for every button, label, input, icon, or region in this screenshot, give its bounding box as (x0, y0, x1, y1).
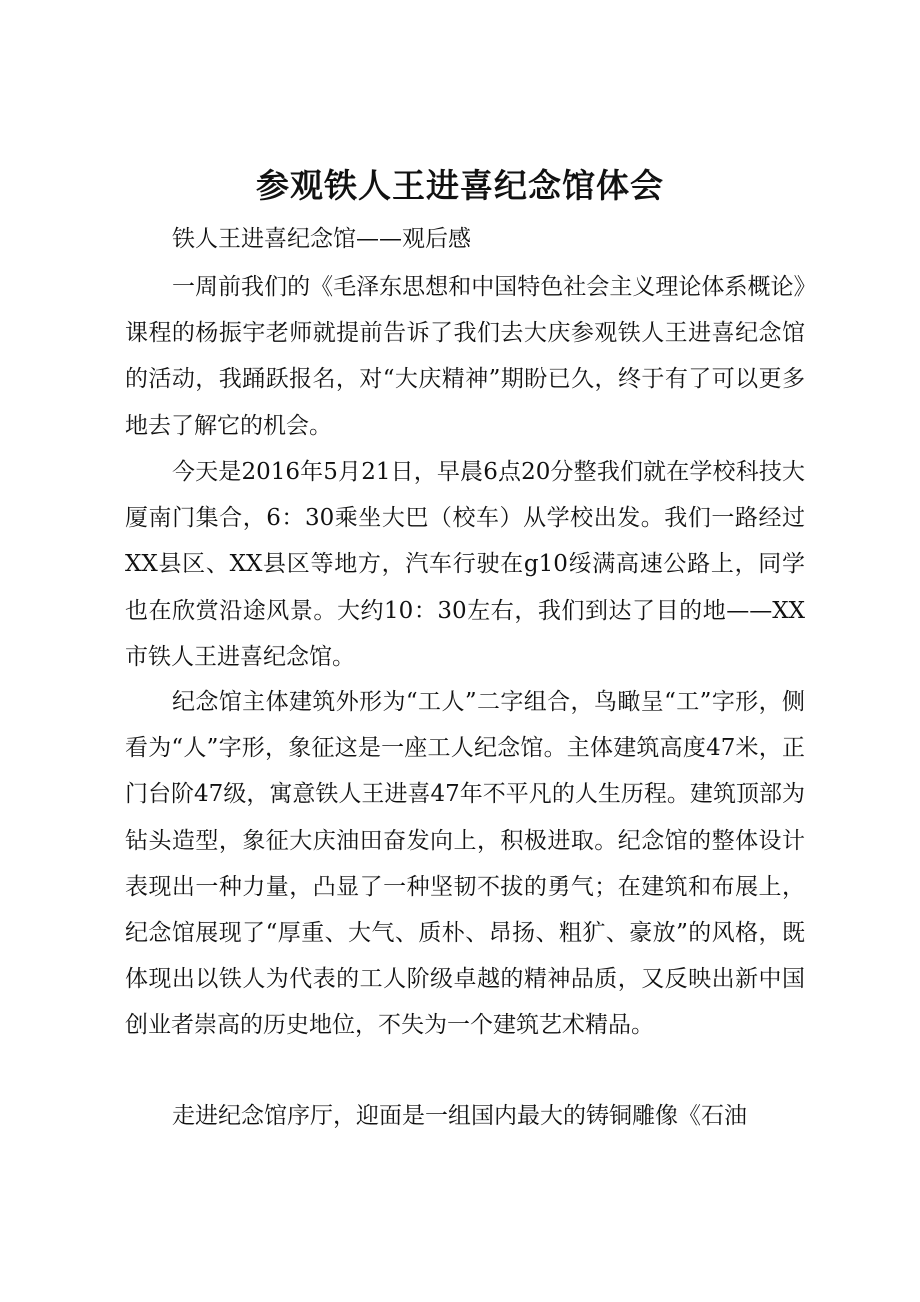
paragraph-2: 今天是2016年5月21日，早晨6点20分整我们就在学校科技大厦南门集合，6：30乘坐大巴（校车）从学校出发。我们一路经过XX县区、XX县区等地方，汽车行驶在g10绥满高速公路上，同学也在欣赏沿途风景。大约10：30左右，我们到达了目的地——XX市铁人王进喜纪念馆。 (125, 459, 805, 670)
document-title: 参观铁人王进喜纪念馆体会 (256, 166, 664, 205)
paragraph-3: 纪念馆主体建筑外形为“工人”二字组合，鸟瞰呈“工”字形，侧看为“人”字形，象征这是一座工人纪念馆。主体建筑高度47米，正门台阶47级，寓意铁人王进喜47年不平凡的人生历程。建筑顶部为钻头造型，象征大庆油田奋发向上，积极进取。纪念馆的整体设计表现出一种力量，凸显了一种坚韧不拔的勇气；在建筑和布展上，纪念馆展现了“厚重、大气、质朴、昂扬、粗犷、豪放”的风格，既体现出以铁人为代表的工人阶级卓越的精神品质，又反映出新中国创业者崇高的历史地位，不失为一个建筑艺术精品。 (125, 689, 805, 1039)
paragraph-4: 走进纪念馆序厅，迎面是一组国内最大的铸铜雕像《石油 (172, 1103, 747, 1129)
paragraph-1: 一周前我们的《毛泽东思想和中国特色社会主义理论体系概论》课程的杨振宇老师就提前告诉了我们去大庆参观铁人王进喜纪念馆的活动，我踊跃报名，对“大庆精神”期盼已久，终于有了可以更多地去了解它的机会。 (125, 274, 805, 439)
document-subtitle: 铁人王进喜纪念馆——观后感 (172, 226, 471, 252)
